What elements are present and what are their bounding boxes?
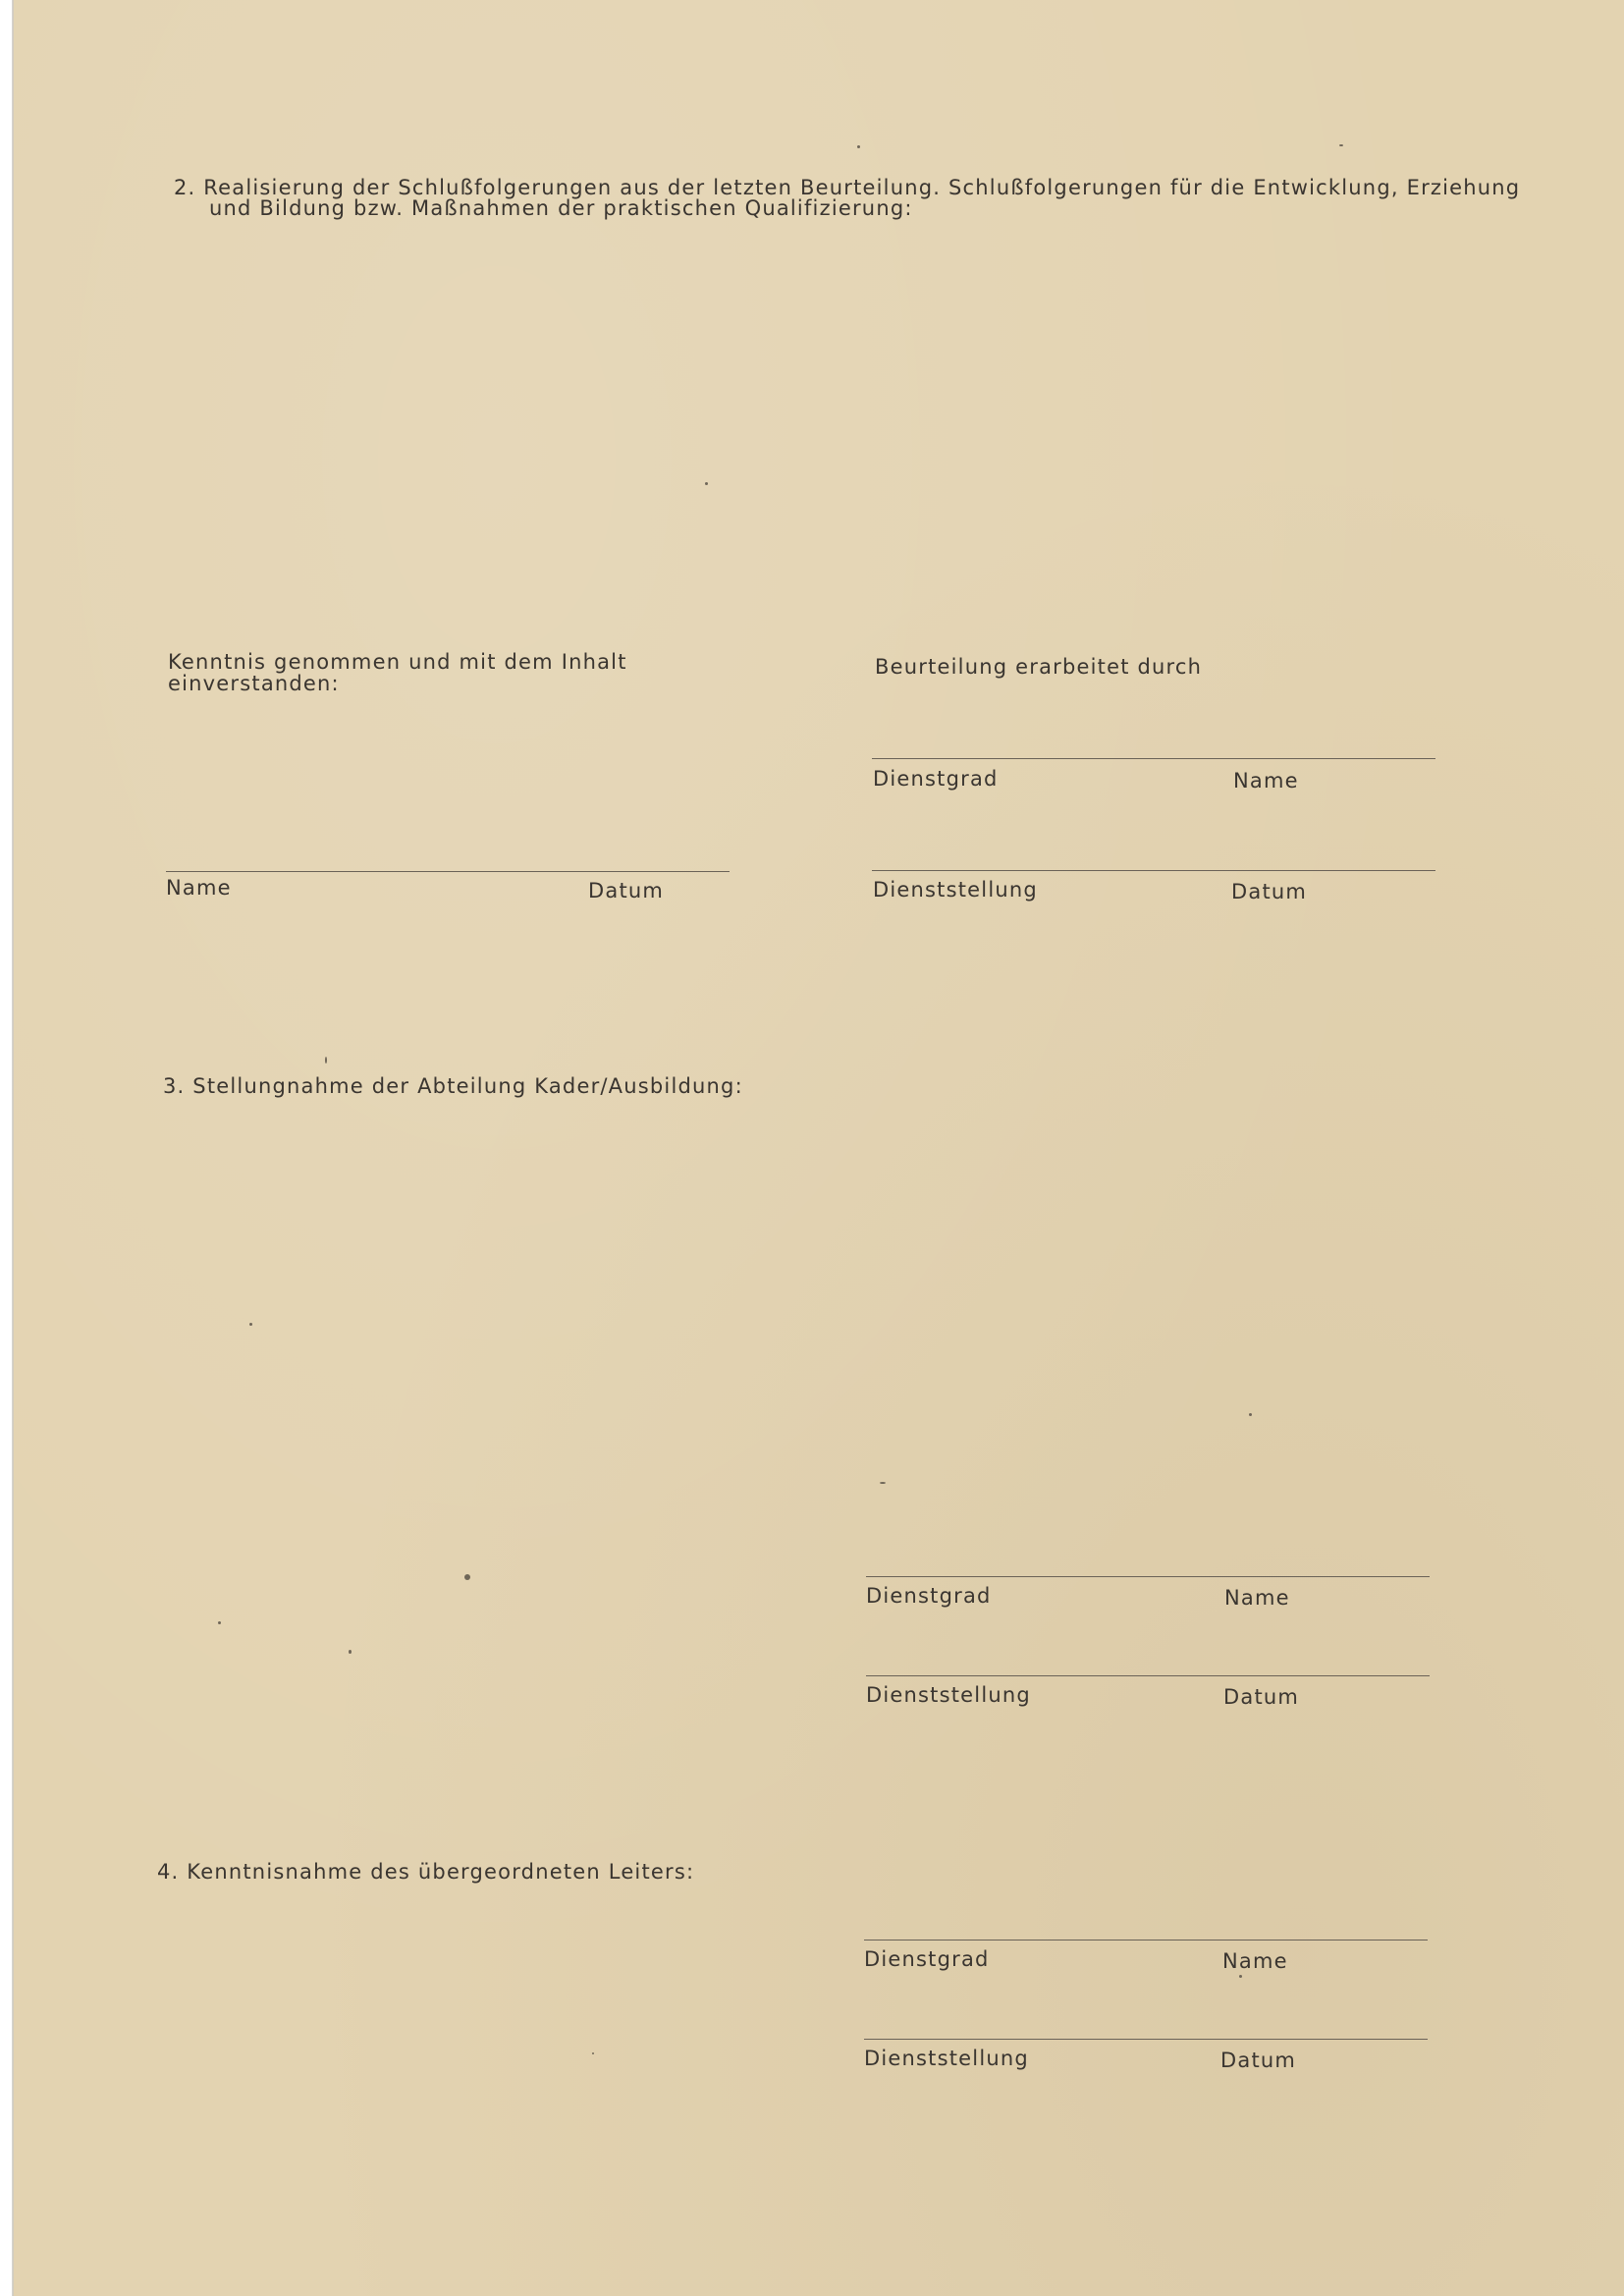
paper-speck: [218, 1621, 221, 1624]
prepared-by-name-label: Name: [1233, 769, 1299, 793]
section-4-position-label: Dienststellung: [864, 2047, 1029, 2070]
prepared-by-rank-label: Dienstgrad: [873, 767, 999, 791]
paper-speck: [249, 1323, 252, 1326]
section-4-date-label: Datum: [1220, 2049, 1297, 2072]
paper-speck: [1239, 1975, 1242, 1978]
section-4-rank-label: Dienstgrad: [864, 1947, 990, 1971]
acknowledgement-signature-line[interactable]: [166, 871, 730, 872]
prepared-by-heading: Beurteilung erarbeitet durch: [875, 655, 1203, 679]
section-2-heading-line-2: und Bildung bzw. Maßnahmen der praktischen Qualifizierung:: [209, 196, 913, 220]
section-3-position-label: Dienststellung: [866, 1683, 1031, 1707]
paper-speck: [1249, 1413, 1252, 1416]
section-4-rank-name-line[interactable]: [864, 1940, 1428, 1941]
form-sheet: [14, 0, 1624, 2296]
section-3-date-label: Datum: [1223, 1685, 1300, 1709]
paper-speck: [857, 145, 860, 148]
acknowledgement-name-label: Name: [166, 876, 232, 900]
prepared-by-rank-name-line[interactable]: [872, 758, 1435, 759]
section-4-name-label: Name: [1222, 1949, 1288, 1973]
paper-speck: [592, 2052, 594, 2054]
section-3-heading: 3. Stellungnahme der Abteilung Kader/Ausbildung:: [163, 1074, 743, 1098]
section-4-position-date-line[interactable]: [864, 2039, 1428, 2040]
section-4-heading: 4. Kenntnisnahme des übergeordneten Leiters:: [157, 1860, 695, 1884]
prepared-by-date-label: Datum: [1231, 880, 1308, 903]
section-3-position-date-line[interactable]: [866, 1675, 1430, 1676]
acknowledgement-date-label: Datum: [588, 879, 665, 902]
acknowledgement-text-line-2: einverstanden:: [168, 672, 340, 695]
prepared-by-position-label: Dienststellung: [873, 878, 1038, 902]
section-2-heading-line-1: 2. Realisierung der Schlußfolgerungen aus der letzten Beurteilung. Schlußfolgerungen für die Entwicklung, Erziehung: [174, 176, 1521, 199]
section-3-rank-name-line[interactable]: [866, 1576, 1430, 1577]
section-3-rank-label: Dienstgrad: [866, 1584, 992, 1608]
paper-speck: [464, 1574, 470, 1580]
paper-speck: [1339, 144, 1343, 146]
paper-speck: [705, 482, 708, 485]
paper-speck: [349, 1650, 352, 1654]
section-3-name-label: Name: [1224, 1586, 1290, 1610]
paper-speck: [880, 1482, 886, 1484]
prepared-by-position-date-line[interactable]: [872, 870, 1435, 871]
acknowledgement-text-line-1: Kenntnis genommen und mit dem Inhalt: [168, 650, 627, 674]
paper-speck: [325, 1057, 327, 1064]
